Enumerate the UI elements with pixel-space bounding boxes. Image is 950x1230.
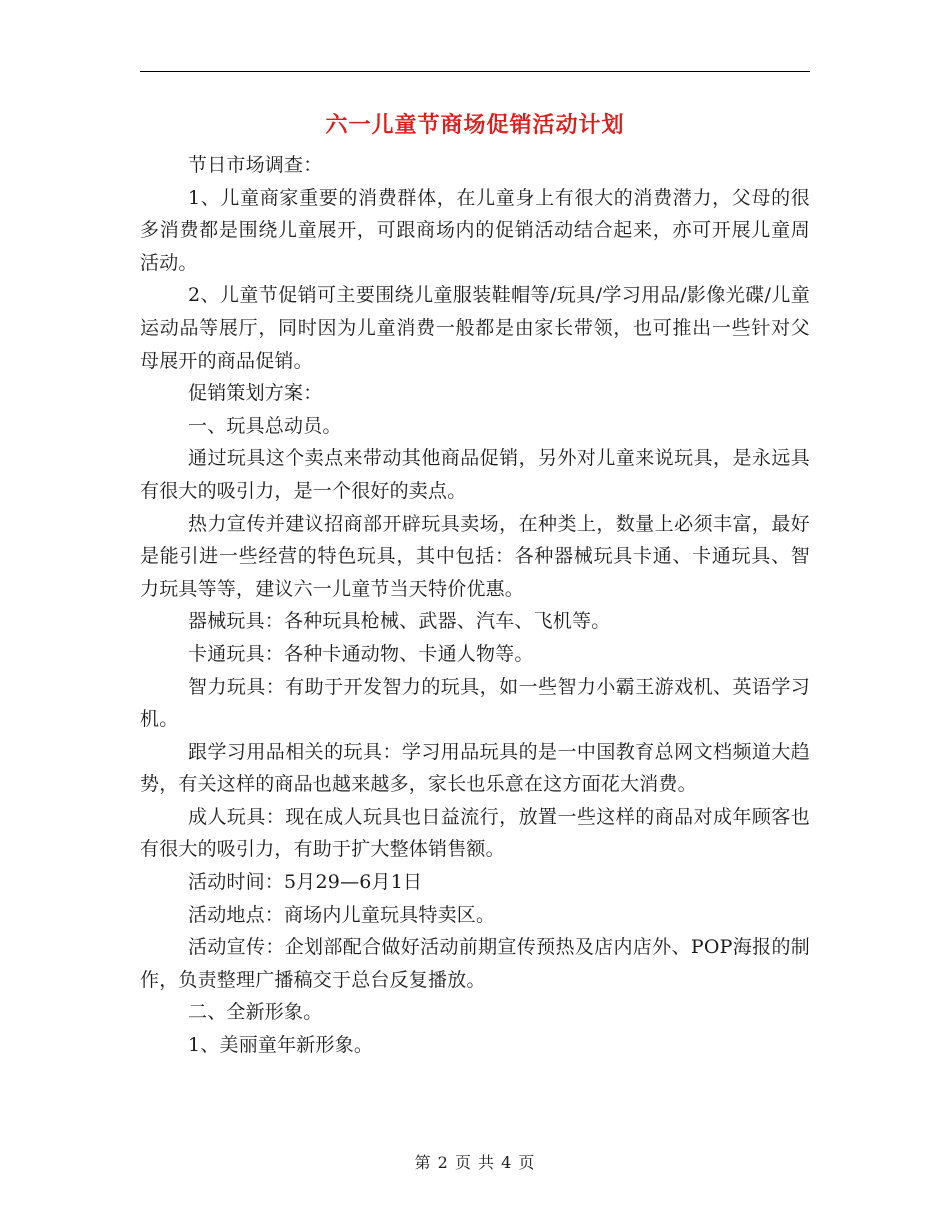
document-body: [140, 149, 810, 1062]
paragraph: 智力玩具：有助于开发智力的玩具，如一些智力小霸王游戏机、英语学习机。: [140, 675, 810, 731]
paragraph: 器械玩具：各种玩具枪械、武器、汽车、飞机等。: [188, 610, 611, 633]
paragraph: 1、儿童商家重要的消费群体，在儿童身上有很大的消费潜力，父母的很多消费都是围绕儿童展开，可跟商场内的促销活动结合起来，亦可开展儿童周活动。: [140, 186, 810, 274]
paragraph: 卡通玩具：各种卡通动物、卡通人物等。: [188, 642, 534, 665]
paragraph: 活动时间：5月29—6月1日: [188, 871, 423, 894]
paragraph: 节日市场调查：: [188, 154, 323, 176]
document-title: 六一儿童节商场促销活动计划: [325, 113, 625, 138]
paragraph: 热力宣传并建议招商部开辟玩具卖场，在种类上，数量上必须丰富，最好是能引进一些经营的特色玩具，其中包括：各种器械玩具卡通、卡通玩具、智力玩具等等，建议六一儿童节当天特价优惠。: [140, 512, 810, 600]
paragraph: 一、玩具总动员。: [188, 414, 342, 437]
paragraph: 1、美丽童年新形象。: [188, 1034, 374, 1057]
paragraph: 活动地点：商场内儿童玩具特卖区。: [188, 903, 496, 926]
paragraph: 二、全新形象。: [188, 1001, 323, 1024]
header-rule: [140, 71, 810, 72]
paragraph: 跟学习用品相关的玩具：学习用品玩具的是一中国教育总网文档频道大趋势，有关这样的商品也越来越多，家长也乐意在这方面花大消费。: [140, 740, 810, 796]
paragraph: 2、儿童节促销可主要围绕儿童服装鞋帽等/玩具/学习用品/影像光碟/儿童运动品等展厅，同时因为儿童消费一般都是由家长带领，也可推出一些针对父母展开的商品促销。: [140, 284, 810, 372]
page-footer: 第 2 页 共 4 页: [414, 1153, 536, 1172]
paragraph: 成人玩具：现在成人玩具也日益流行，放置一些这样的商品对成年顾客也有很大的吸引力，有助于扩大整体销售额。: [140, 805, 810, 861]
paragraph: 促销策划方案：: [188, 382, 323, 405]
paragraph: 通过玩具这个卖点来带动其他商品促销，另外对儿童来说玩具，是永远具有很大的吸引力，是一个很好的卖点。: [140, 447, 810, 502]
paragraph: 活动宣传：企划部配合做好活动前期宣传预热及店内店外、POP海报的制作，负责整理广播稿交于总台反复播放。: [140, 936, 810, 991]
